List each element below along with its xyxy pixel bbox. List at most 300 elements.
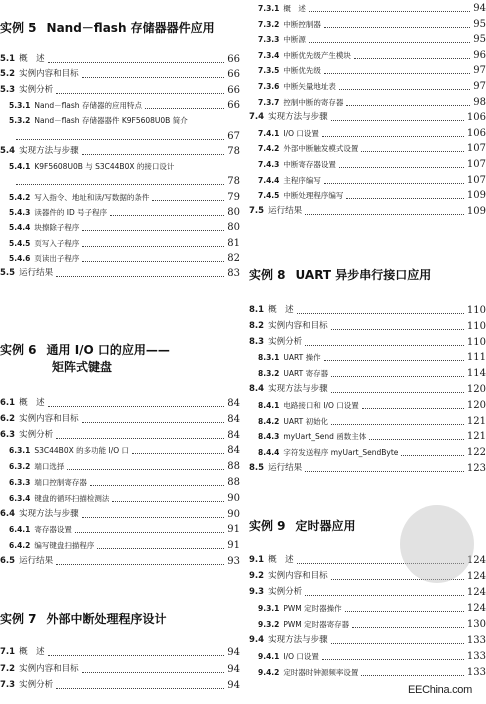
toc-entry-title: UART 寄存器 <box>283 369 329 379</box>
toc-entry-page: 124 <box>466 587 486 598</box>
toc-entry-page: 110 <box>466 320 486 332</box>
chapter-heading <box>0 20 240 37</box>
dot-leader <box>324 183 464 184</box>
dot-leader <box>339 167 464 168</box>
dot-leader <box>82 422 225 423</box>
toc-entry-page: 88 <box>227 477 240 488</box>
toc-entry-title: 实例分析 <box>268 587 303 597</box>
toc-entry-title: 编写键盘扫描程序 <box>34 541 95 551</box>
toc-entry[interactable] <box>249 79 486 93</box>
toc-entry[interactable] <box>0 220 240 234</box>
toc-entry-number: 6.1 <box>0 398 16 408</box>
toc-entry-title: 定时器时钟源频率设置 <box>283 668 359 677</box>
toc-entry-page: 80 <box>227 222 240 234</box>
toc-entry[interactable] <box>0 396 240 410</box>
toc-entry-number: 9.3 <box>249 587 265 597</box>
toc-entry-title: 运行结果 <box>268 463 303 473</box>
toc-entry-page: 78 <box>227 176 240 188</box>
toc-entry-page: 90 <box>227 492 240 504</box>
toc-entry-number: 9.2 <box>249 571 265 581</box>
toc-entry-title: 实例内容和目标 <box>19 69 79 80</box>
toc-entry[interactable] <box>249 303 486 317</box>
chapter-heading <box>0 342 240 376</box>
toc-entry-number: 8.3.2 <box>258 369 280 379</box>
toc-entry-title: 块擦除子程序 <box>34 223 80 233</box>
toc-entry-title: UART 操作 <box>283 353 321 363</box>
toc-entry-title: 实例分析 <box>268 336 303 347</box>
toc-entry-number: 8.3.1 <box>258 353 280 363</box>
toc-entry-title: Nand－flash 存储器的应用特点 <box>34 100 142 110</box>
chapter-number: 实例 7 <box>0 612 37 626</box>
toc-entry[interactable] <box>0 491 240 505</box>
toc-entry-number: 7.3.3 <box>258 35 280 45</box>
dot-leader <box>331 376 464 377</box>
toc-entry[interactable] <box>0 129 240 143</box>
toc-entry-number: 5.3.1 <box>9 100 31 110</box>
toc-entry[interactable] <box>0 538 240 552</box>
dot-leader <box>56 93 224 94</box>
toc-entry-page: 93 <box>227 556 240 567</box>
toc-entry-number: 5.4.2 <box>9 192 31 202</box>
toc-entry-number: 6.3.2 <box>9 462 31 472</box>
toc-entry[interactable] <box>249 429 486 443</box>
dot-leader <box>346 198 464 199</box>
toc-entry-title: 概 述 <box>19 54 45 64</box>
toc-entry-page: 78 <box>227 145 240 157</box>
chapter-heading <box>249 267 486 284</box>
dot-leader <box>331 643 464 644</box>
toc-entry[interactable] <box>0 428 240 442</box>
dot-leader <box>331 392 464 393</box>
toc-entry-number: 9.4.1 <box>258 652 280 661</box>
toc-entry-number: 7.5 <box>249 205 265 216</box>
toc-entry-title: 实现方法与步骤 <box>19 508 79 519</box>
toc-entry-title: 主程序编写 <box>283 175 321 185</box>
dot-leader <box>112 501 224 502</box>
dot-leader <box>56 438 224 439</box>
chapter-number: 实例 5 <box>0 21 37 35</box>
toc-entry-title: 实例内容和目标 <box>268 320 328 331</box>
toc-entry-page: 133 <box>466 635 486 646</box>
toc-entry[interactable] <box>249 382 486 396</box>
dot-leader <box>152 200 224 201</box>
toc-entry-title: 实现方法与步骤 <box>268 635 328 645</box>
toc-entry[interactable] <box>249 366 486 380</box>
toc-entry-title: 概 述 <box>268 555 294 565</box>
dot-leader <box>97 548 224 549</box>
dot-leader <box>309 42 470 43</box>
toc-entry-title: I/O 口设置 <box>283 652 319 661</box>
toc-entry-page: 82 <box>227 252 240 264</box>
toc-entry-page: 122 <box>466 447 486 459</box>
toc-entry-page: 106 <box>466 127 486 139</box>
toc-entry[interactable] <box>249 601 486 615</box>
toc-entry-page: 109 <box>466 190 486 202</box>
toc-entry-title: 实现方法与步骤 <box>19 145 79 156</box>
chapter-number: 实例 6 <box>0 343 37 357</box>
toc-entry[interactable] <box>249 17 486 31</box>
toc-entry-page: 98 <box>473 96 486 108</box>
toc-entry-number: 7.3.6 <box>258 82 280 91</box>
toc-entry-number: 5.4.4 <box>9 223 31 233</box>
toc-entry-title: S3C44B0X 的多功能 I/O 口 <box>34 446 130 456</box>
dot-leader <box>324 73 470 74</box>
toc-entry-title: 控制中断的寄存器 <box>283 97 344 107</box>
dot-leader <box>56 564 224 565</box>
toc-entry-number: 6.5 <box>0 556 16 566</box>
toc-entry-title: 实例分析 <box>19 429 54 440</box>
toc-entry-number: 6.3.3 <box>9 478 31 487</box>
toc-entry-number: 5.2 <box>0 69 16 80</box>
toc-entry-title: 中断优先级产生模块 <box>283 50 351 60</box>
toc-entry-title: 字符发送程序 myUart_SendByte <box>283 448 399 458</box>
chapter-title-continued: 矩阵式键盘 <box>52 360 113 374</box>
dot-leader <box>361 675 464 676</box>
dot-leader <box>305 471 464 472</box>
dot-leader <box>322 136 464 137</box>
dot-leader <box>401 455 464 456</box>
toc-entry[interactable] <box>0 475 240 489</box>
toc-entry-page: 124 <box>466 555 486 566</box>
toc-entry-number: 6.3.4 <box>9 493 31 503</box>
toc-entry-page: 133 <box>466 667 486 678</box>
toc-entry-title: 运行结果 <box>19 268 54 279</box>
dot-leader <box>352 627 464 628</box>
toc-entry-number: 5.3.2 <box>9 116 31 126</box>
toc-entry-title: 实现方法与步骤 <box>268 384 328 394</box>
toc-entry-number: 7.3.5 <box>258 66 280 76</box>
toc-entry-number: 5.3 <box>0 84 16 95</box>
toc-entry-page: 109 <box>466 205 486 217</box>
toc-entry[interactable] <box>249 445 486 459</box>
toc-entry-number: 5.4.1 <box>9 162 31 172</box>
toc-entry-title: 中断优先级 <box>283 66 321 76</box>
toc-entry-title: 概 述 <box>268 305 294 315</box>
toc-entry-number: 7.3.2 <box>258 19 280 29</box>
toc-entry[interactable] <box>249 126 486 140</box>
dot-leader <box>75 532 224 533</box>
toc-entry-title: 实例内容和目标 <box>19 413 79 424</box>
toc-entry-title: 端口选择 <box>34 462 65 472</box>
toc-entry-title: 页读出子程序 <box>34 253 80 263</box>
dot-leader <box>324 360 464 361</box>
toc-entry[interactable] <box>249 204 486 218</box>
toc-entry-number: 9.4 <box>249 635 265 645</box>
dot-leader <box>322 659 464 660</box>
toc-entry[interactable] <box>0 507 240 521</box>
toc-entry-number: 9.1 <box>249 555 265 565</box>
toc-entry[interactable] <box>249 319 486 333</box>
dot-leader <box>362 408 464 409</box>
toc-entry-title: myUart_Send 函数主体 <box>283 432 367 442</box>
dot-leader <box>16 184 224 185</box>
toc-entry-page: 111 <box>466 352 486 364</box>
dot-leader <box>48 62 225 63</box>
toc-entry[interactable] <box>0 144 240 158</box>
chapter-title: 定时器应用 <box>295 519 356 533</box>
toc-entry-number: 7.4 <box>249 112 265 123</box>
toc-entry[interactable] <box>249 141 486 155</box>
toc-entry-page: 107 <box>466 159 486 170</box>
toc-entry-page: 123 <box>466 463 486 474</box>
chapter-title: 外部中断处理程序设计 <box>46 612 167 626</box>
dot-leader <box>82 77 225 78</box>
toc-entry-number: 8.4.2 <box>258 416 280 426</box>
toc-entry-page: 90 <box>227 508 240 520</box>
toc-entry-title: Nand－flash 存储器器件 K9F5608U0B 简介 <box>34 116 188 126</box>
toc-entry-title: 键盘的循环扫描检测法 <box>34 493 110 503</box>
toc-entry[interactable] <box>0 678 240 692</box>
dot-leader <box>305 345 464 346</box>
toc-entry-page: 120 <box>466 399 486 411</box>
dot-leader <box>309 11 470 12</box>
toc-entry[interactable] <box>249 633 486 647</box>
toc-entry[interactable] <box>249 585 486 599</box>
dot-leader <box>324 27 470 28</box>
toc-entry-title: 写入指令、地址和读/写数据的条件 <box>34 192 150 202</box>
toc-entry-number: 8.1 <box>249 305 265 315</box>
toc-entry-page: 121 <box>466 415 486 427</box>
toc-entry-page: 67 <box>227 130 240 142</box>
toc-entry-page: 107 <box>466 143 486 155</box>
toc-entry-title: 实例分析 <box>19 84 54 95</box>
toc-entry[interactable] <box>249 188 486 202</box>
toc-entry-page: 79 <box>227 191 240 203</box>
brand-mark: EEChina.com <box>408 684 472 696</box>
dot-leader <box>110 215 224 216</box>
dot-leader <box>67 469 224 470</box>
chapter-title: 通用 I/O 口的应用—— <box>46 343 170 357</box>
toc-entry[interactable] <box>249 157 486 171</box>
chapter-number: 实例 8 <box>249 268 286 282</box>
dot-leader <box>132 453 224 454</box>
toc-entry[interactable] <box>0 190 240 204</box>
dot-leader <box>346 105 470 106</box>
toc-entry[interactable] <box>0 174 240 188</box>
toc-entry-title: PWM 定时器寄存器 <box>283 620 350 629</box>
toc-entry-number: 6.2 <box>0 413 16 424</box>
toc-entry[interactable] <box>0 52 240 66</box>
toc-entry-number: 7.4.3 <box>258 160 280 169</box>
toc-entry-page: 106 <box>466 112 486 124</box>
toc-entry[interactable] <box>249 617 486 631</box>
toc-entry-number: 7.4.1 <box>258 128 280 138</box>
toc-entry[interactable] <box>0 83 240 97</box>
toc-entry-number: 8.2 <box>249 320 265 331</box>
toc-entry-page: 124 <box>466 571 486 582</box>
dot-leader <box>56 276 224 277</box>
toc-entry-page: 94 <box>227 663 240 675</box>
toc-entry-page: 84 <box>227 413 240 425</box>
toc-entry[interactable] <box>0 205 240 219</box>
dot-leader <box>369 439 464 440</box>
toc-entry[interactable] <box>249 649 486 663</box>
toc-entry[interactable] <box>249 414 486 428</box>
toc-entry[interactable] <box>0 159 240 173</box>
toc-entry-page: 110 <box>466 336 486 348</box>
dot-leader <box>339 89 470 90</box>
toc-entry-page: 114 <box>466 368 486 380</box>
dot-leader <box>297 313 464 314</box>
toc-entry[interactable] <box>249 1 486 15</box>
toc-entry-number: 9.3.2 <box>258 620 280 629</box>
toc-entry-title: 读器件的 ID 号子程序 <box>34 208 108 217</box>
toc-entry-title: 实例内容和目标 <box>19 663 79 674</box>
toc-entry-page: 94 <box>227 680 240 691</box>
toc-entry-page: 91 <box>227 524 240 536</box>
toc-entry-title: 中断源 <box>283 35 306 45</box>
toc-entry-page: 95 <box>473 34 486 46</box>
toc-entry[interactable] <box>0 522 240 536</box>
toc-entry-number: 7.3 <box>0 680 16 690</box>
toc-entry-page: 84 <box>227 445 240 457</box>
toc-entry[interactable] <box>0 459 240 473</box>
toc-entry[interactable] <box>249 48 486 62</box>
toc-entry[interactable] <box>249 461 486 475</box>
dot-leader <box>331 424 464 425</box>
toc-entry-title: 页写入子程序 <box>34 238 80 248</box>
dot-leader <box>48 655 225 656</box>
toc-entry[interactable] <box>0 412 240 426</box>
toc-entry-page: 130 <box>466 619 486 630</box>
dot-leader <box>361 151 464 152</box>
toc-entry-page: 97 <box>473 65 486 77</box>
toc-entry-page: 66 <box>227 69 240 81</box>
toc-entry-title: 中断寄存器设置 <box>283 160 336 169</box>
toc-entry[interactable] <box>249 110 486 124</box>
toc-entry-number: 8.3 <box>249 336 265 347</box>
toc-entry[interactable] <box>0 645 240 659</box>
toc-entry[interactable] <box>249 665 486 679</box>
toc-entry[interactable] <box>0 98 240 112</box>
chapter-title: Nand－flash 存储器器件应用 <box>46 21 215 35</box>
toc-entry[interactable] <box>0 236 240 250</box>
dot-leader <box>82 246 224 247</box>
toc-entry-number: 7.4.4 <box>258 175 280 185</box>
toc-entry-number: 5.4.6 <box>9 253 31 263</box>
toc-entry-title: 概 述 <box>19 398 45 408</box>
toc-entry[interactable] <box>0 266 240 280</box>
toc-entry-number: 8.5 <box>249 463 265 473</box>
toc-entry-title: UART 初始化 <box>283 416 329 426</box>
dot-leader <box>82 261 224 262</box>
toc-entry-number: 8.4 <box>249 384 265 394</box>
toc-entry[interactable] <box>0 554 240 568</box>
toc-entry-number: 5.1 <box>0 54 16 64</box>
toc-entry-number: 5.4.5 <box>9 238 31 248</box>
dot-leader <box>82 154 225 155</box>
toc-entry-page: 120 <box>466 384 486 395</box>
toc-entry[interactable] <box>249 95 486 109</box>
dot-leader <box>16 139 224 140</box>
chapter-number: 实例 9 <box>249 519 286 533</box>
toc-entry-number: 8.4.1 <box>258 400 280 410</box>
toc-entry[interactable] <box>0 113 240 127</box>
dot-leader <box>305 595 464 596</box>
dot-leader <box>82 517 225 518</box>
toc-entry-page: 97 <box>473 81 486 92</box>
dot-leader <box>331 120 464 121</box>
dot-leader <box>145 108 224 109</box>
toc-entry-page: 121 <box>466 431 486 443</box>
toc-entry-page: 84 <box>227 429 240 441</box>
toc-entry[interactable] <box>249 350 486 364</box>
toc-entry-number: 9.3.1 <box>258 604 280 613</box>
toc-entry-title: 中断控制器 <box>283 19 321 29</box>
dot-leader <box>354 58 470 59</box>
toc-entry-page: 124 <box>466 603 486 614</box>
toc-entry-number: 5.4.3 <box>9 208 31 217</box>
toc-entry-number: 7.1 <box>0 647 16 657</box>
toc-entry-number: 7.3.7 <box>258 97 280 107</box>
toc-entry-number: 7.4.5 <box>258 191 280 201</box>
toc-entry-title: 运行结果 <box>268 205 303 216</box>
toc-entry[interactable] <box>249 63 486 77</box>
toc-entry[interactable] <box>0 443 240 457</box>
toc-entry-page: 110 <box>466 305 486 316</box>
toc-entry-title: 实现方法与步骤 <box>268 112 328 123</box>
dot-leader <box>56 688 224 689</box>
toc-entry-page: 94 <box>473 3 486 14</box>
dot-leader <box>82 230 224 231</box>
dot-leader <box>48 406 225 407</box>
toc-entry[interactable] <box>249 335 486 349</box>
toc-entry-number: 7.4.2 <box>258 144 280 154</box>
toc-entry-number: 6.4 <box>0 508 16 519</box>
toc-entry-title: I/O 口设置 <box>283 128 319 138</box>
toc-entry-title: 实例内容和目标 <box>268 571 328 581</box>
toc-entry-page: 84 <box>227 398 240 409</box>
toc-entry-title: 端口控制寄存器 <box>34 478 87 487</box>
toc-entry-number: 5.4 <box>0 145 16 156</box>
toc-entry-title: 寄存器设置 <box>34 525 72 535</box>
toc-entry[interactable] <box>0 662 240 676</box>
toc-entry-page: 94 <box>227 647 240 658</box>
toc-entry-number: 6.4.1 <box>9 525 31 535</box>
toc-entry[interactable] <box>0 67 240 81</box>
toc-entry-title: 运行结果 <box>19 556 54 566</box>
toc-entry-title: 电路接口和 I/O 口设置 <box>283 400 359 410</box>
toc-entry-number: 7.2 <box>0 663 16 674</box>
toc-entry-number: 6.3.1 <box>9 446 31 456</box>
toc-entry-page: 91 <box>227 540 240 552</box>
toc-entry-page: 107 <box>466 174 486 186</box>
toc-entry-page: 81 <box>227 237 240 249</box>
toc-entry-page: 133 <box>466 651 486 662</box>
toc-entry-number: 7.3.4 <box>258 50 280 60</box>
toc-entry-title: PWM 定时器操作 <box>283 604 342 613</box>
dot-leader <box>345 611 464 612</box>
toc-entry-number: 6.4.2 <box>9 541 31 551</box>
toc-entry[interactable] <box>249 398 486 412</box>
dot-leader <box>82 672 225 673</box>
toc-entry[interactable] <box>0 251 240 265</box>
dot-leader <box>305 214 464 215</box>
toc-entry-number: 9.4.2 <box>258 668 280 677</box>
toc-entry-title: 概 述 <box>283 4 306 13</box>
toc-entry-page: 66 <box>227 84 240 96</box>
toc-entry-page: 80 <box>227 207 240 218</box>
dot-leader <box>331 329 464 330</box>
toc-entry[interactable] <box>249 173 486 187</box>
toc-entry-page: 66 <box>227 54 240 65</box>
toc-entry-title: 中断处理程序编写 <box>283 191 344 201</box>
toc-entry-title: 中断矢量地址表 <box>283 82 336 91</box>
toc-entry-number: 8.4.4 <box>258 448 280 458</box>
toc-entry-number: 6.3 <box>0 429 16 440</box>
toc-entry-number: 7.3.1 <box>258 4 280 13</box>
toc-entry[interactable] <box>249 32 486 46</box>
